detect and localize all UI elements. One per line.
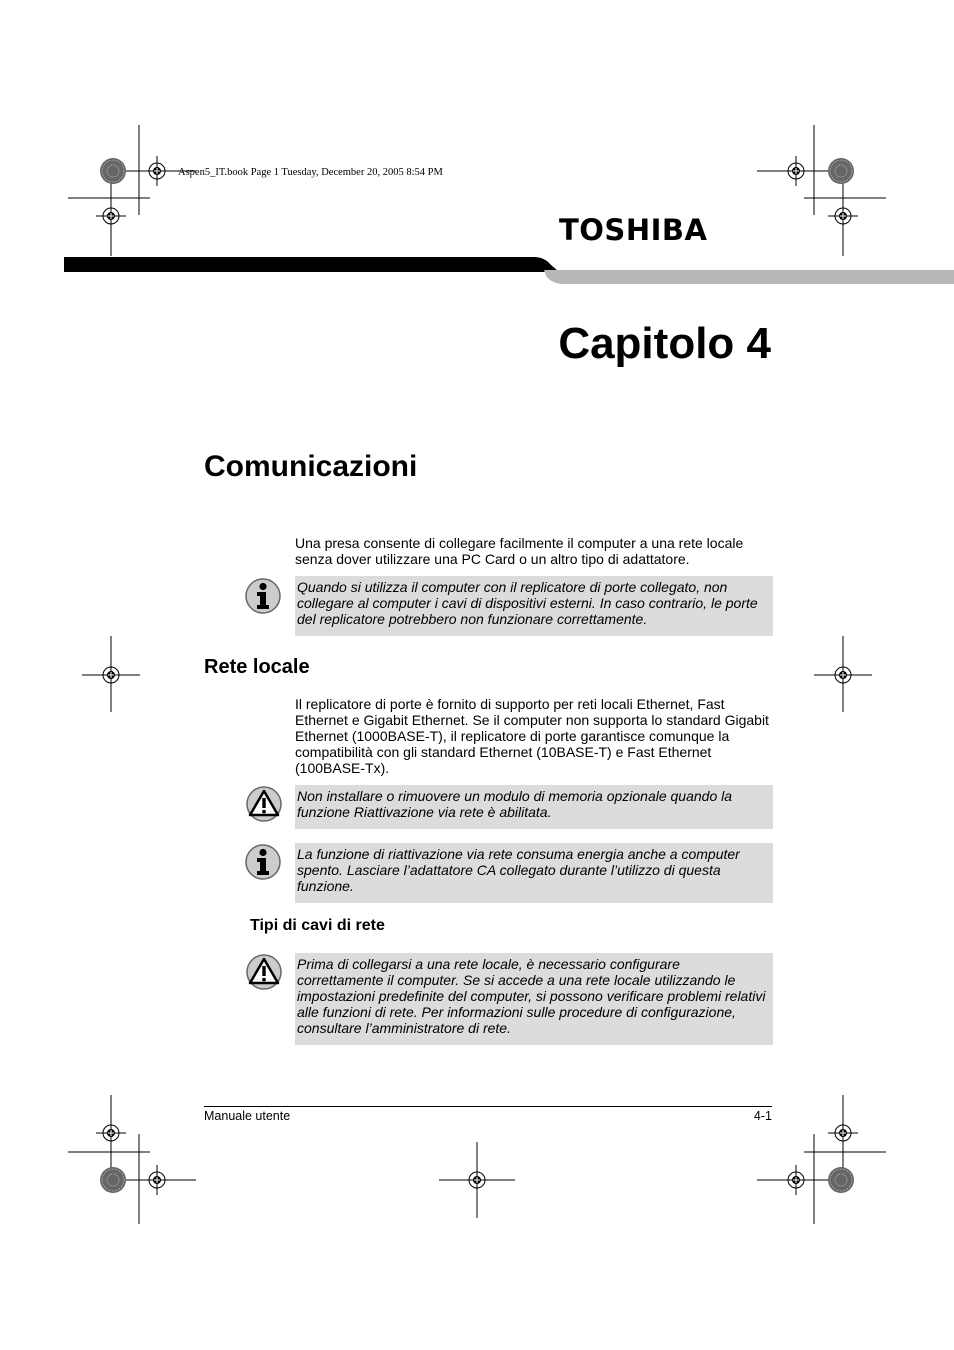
info-icon [244,577,282,615]
note-text: La funzione di riattivazione via rete consuma energia anche a computer spento. Lasciare l’adattatore CA collegato durante l’utilizzo di questa funzione. [297,846,740,894]
note-text: Non installare o rimuovere un modulo di memoria opzionale quando la funzione Riattivazione via rete è abilitata. [297,788,733,820]
brand-logo: TOSHIBA [559,213,708,247]
warning-icon [245,785,283,823]
print-header: Aspen5_IT.book Page 1 Tuesday, December 20, 2005 8:54 PM [178,167,443,178]
intro-paragraph: Una presa consente di collegare facilmente il computer a una rete locale senza dover utilizzare una PC Card o un altro tipo di adattatore. [295,535,744,567]
note-box [295,843,773,903]
header-band [64,256,954,286]
note-box [295,785,773,829]
info-icon [244,843,282,881]
warning-icon [245,953,283,991]
subsection-heading: Tipi di cavi di rete [250,917,385,934]
footer-divider [204,1106,772,1107]
note-text: Prima di collegarsi a una rete locale, è necessario configurare correttamente il computer. Se si accede a una rete locale utilizzando le impostazioni predefinite del computer, si possono verificare problemi relativi alle funzioni di rete. Per informazioni sulle procedure di configurazione, consultare l’amministratore di rete. [297,956,766,1036]
section-paragraph: Il replicatore di porte è fornito di supporto per reti locali Ethernet, Fast Ethernet e Gigabit Ethernet. Se il computer non supporta lo standard Gigabit Ethernet (1000BASE-T), il replicatore di porte garantisce comunque la compatibilità con gli standard Ethernet (10BASE-T) e Fast Ethernet (100BASE-Tx). [295,696,769,776]
footer-manual-title: Manuale utente [204,1109,291,1123]
note-box [295,953,773,1045]
footer-page-number: 4-1 [753,1109,772,1123]
note-box [295,576,773,636]
section-heading: Rete locale [204,656,310,678]
page-title: Comunicazioni [204,450,418,483]
chapter-title: Capitolo 4 [558,319,771,368]
note-text: Quando si utilizza il computer con il replicatore di porte collegato, non collegare al computer i cavi di dispositivi esterni. In caso contrario, le porte del replicatore potrebbero non funzionare correttamente. [297,579,758,627]
